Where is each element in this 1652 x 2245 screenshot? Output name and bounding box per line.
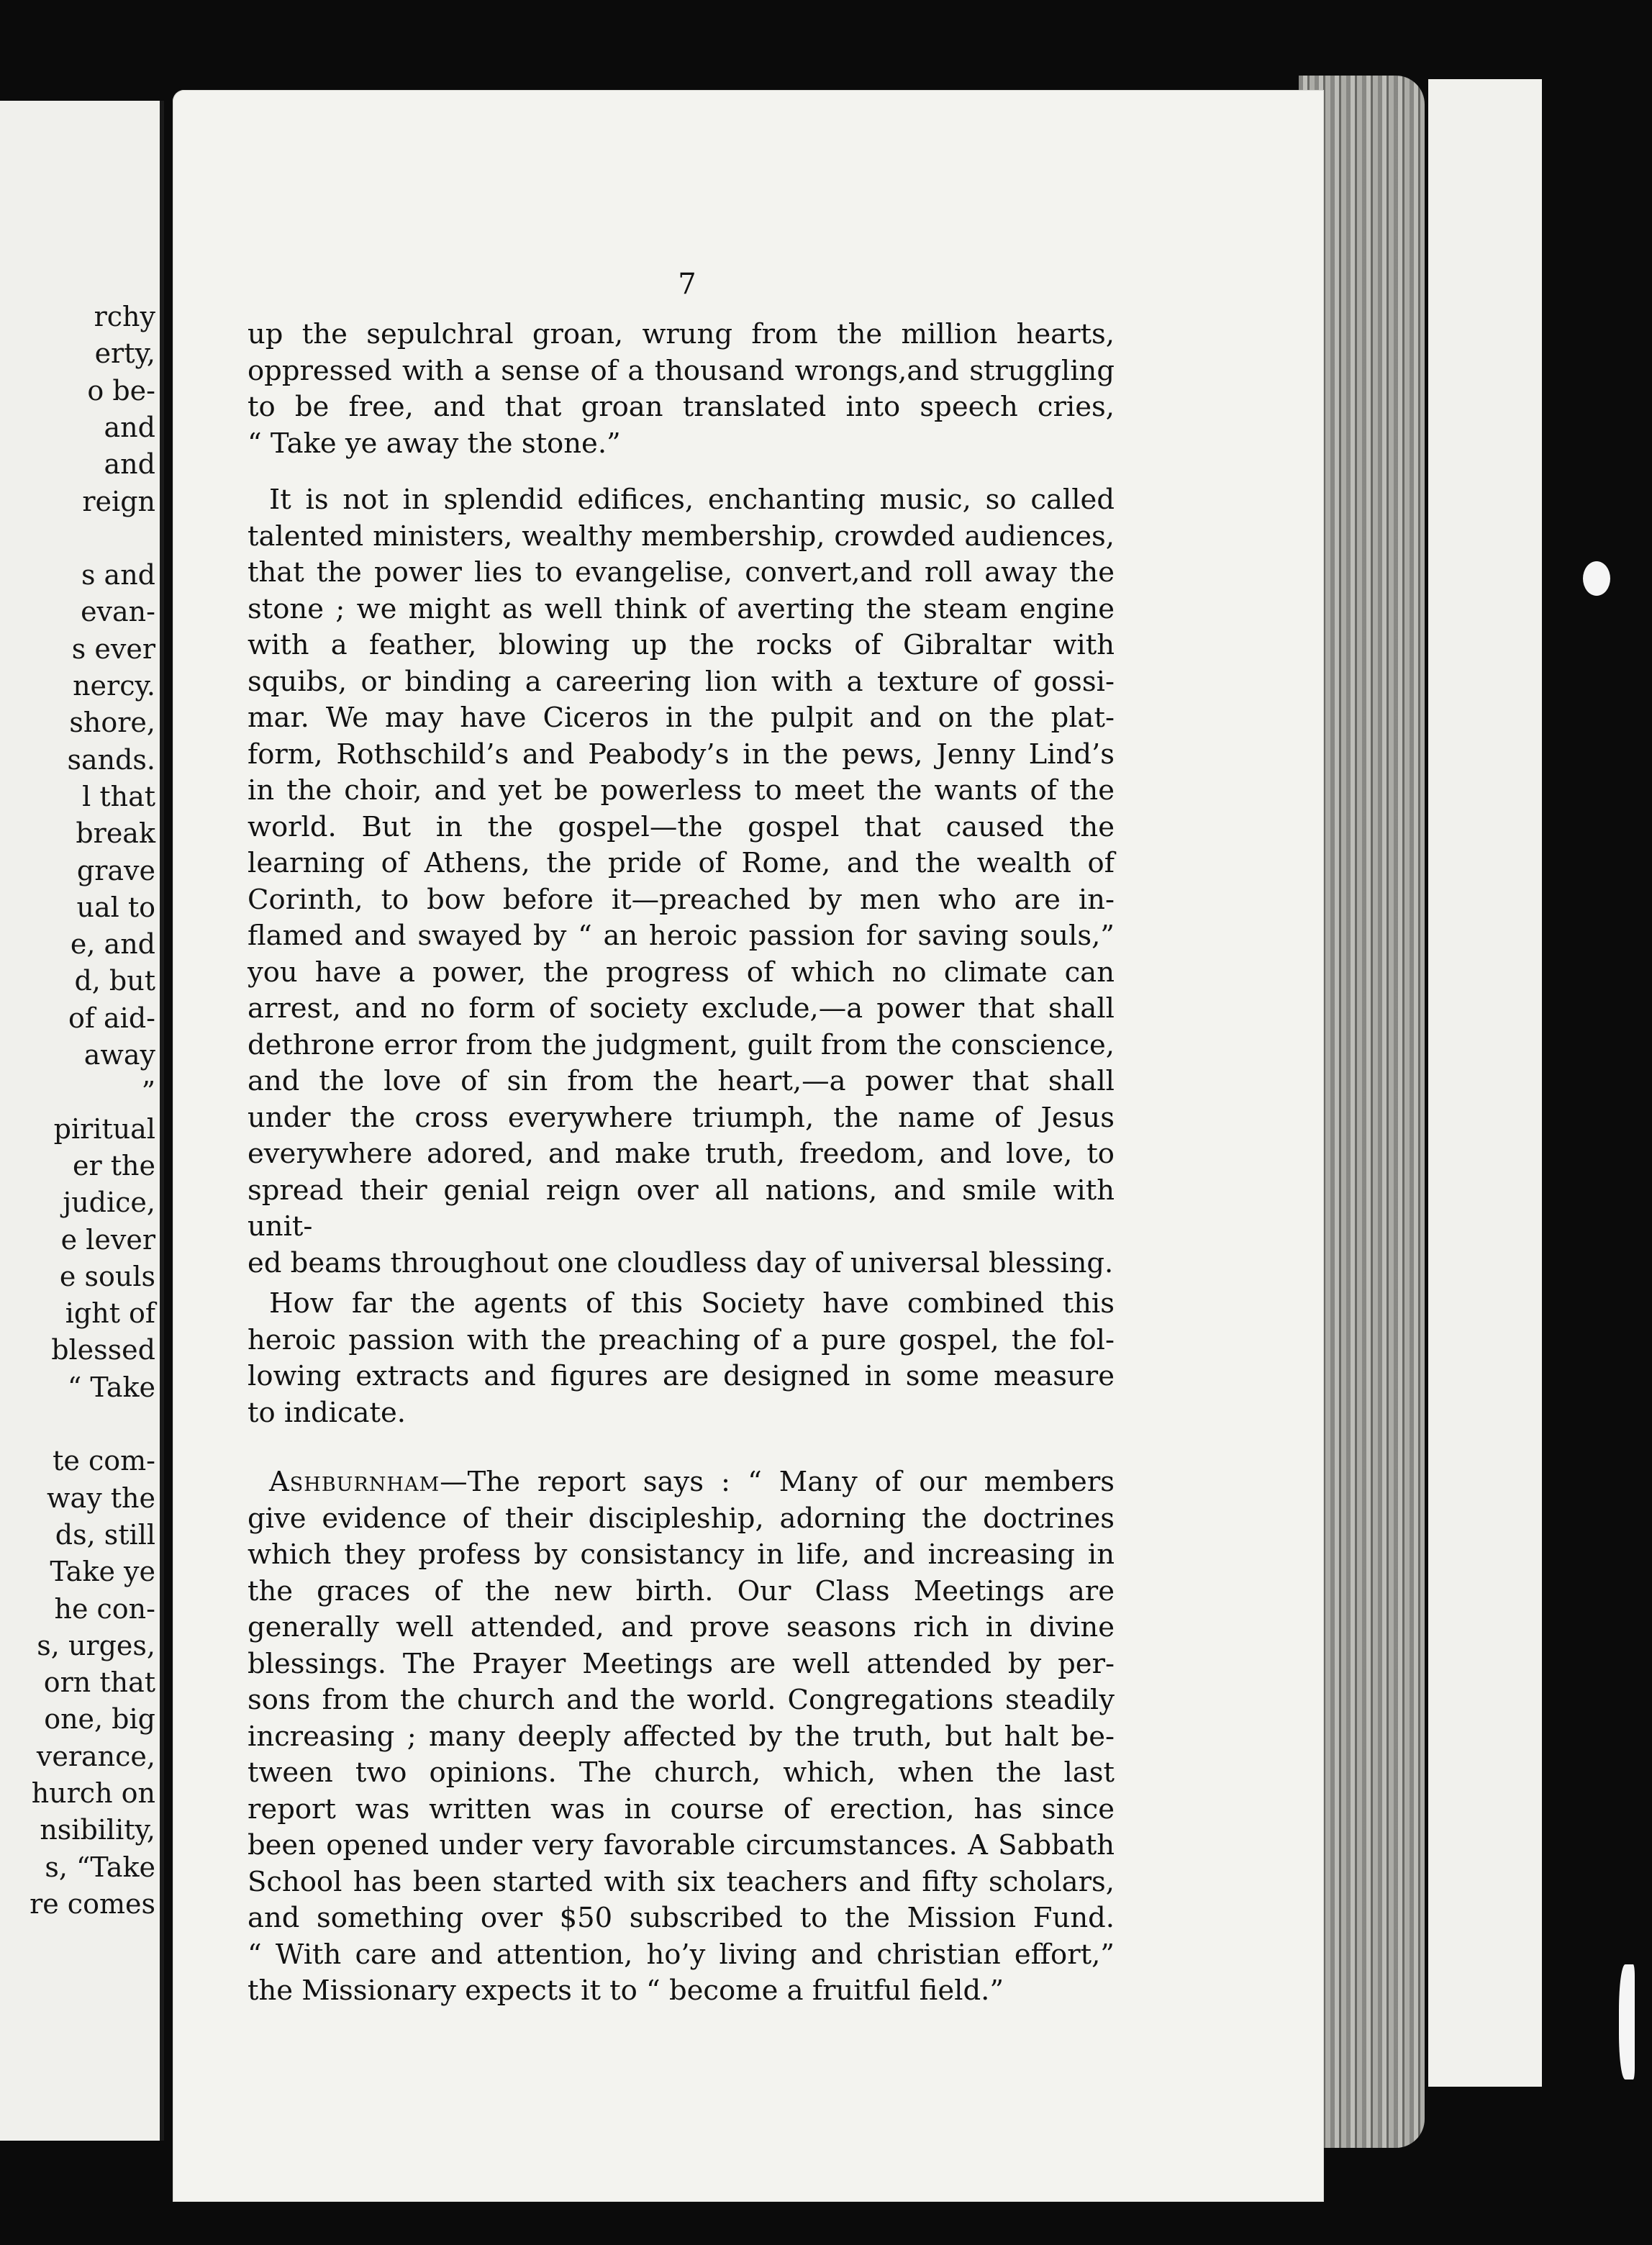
left-page-fragment: l that <box>82 780 155 812</box>
text-line: School has been started with six teachers and fifty scholars, <box>248 1865 1115 1898</box>
left-page-fragment: s and <box>81 559 155 591</box>
left-page-fragment: erty, <box>94 337 155 370</box>
text-line: heroic passion with the preaching of a pure gospel, the fol- <box>248 1323 1115 1356</box>
text-line: that the power lies to evangelise, convert,and roll away the <box>248 556 1115 589</box>
text-line: oppressed with a sense of a thousand wrongs,and struggling <box>248 354 1115 387</box>
text-line: Corinth, to bow before it—preached by men who are in- <box>248 883 1115 916</box>
left-page-fragment: way the <box>47 1482 155 1514</box>
text-line: “ With care and attention, ho’y living and christian effort,” <box>248 1938 1115 1971</box>
text-line: the graces of the new birth. Our Class Meetings are <box>248 1574 1115 1607</box>
left-page-fragment: “ Take <box>67 1371 155 1403</box>
text-line: arrest, and no form of society exclude,—a power that shall <box>248 992 1115 1025</box>
text-line: dethrone error from the judgment, guilt from the conscience, <box>248 1028 1115 1061</box>
text-line: stone ; we might as well think of averting the steam engine <box>248 592 1115 625</box>
paragraph <box>248 317 1115 462</box>
left-page-fragment: s, “Take <box>45 1851 155 1883</box>
left-page-fragment: and <box>104 448 155 481</box>
left-page-fragment: e souls <box>59 1260 155 1292</box>
left-page-fragment: sands. <box>67 743 155 776</box>
text-line: and the love of sin from the heart,—a power that shall <box>248 1065 1115 1097</box>
text-line: to indicate. <box>248 1396 406 1429</box>
left-page-fragment: break <box>76 817 155 850</box>
scan-speck <box>1583 561 1610 596</box>
text-line: you have a power, the progress of which no climate can <box>248 956 1115 989</box>
paragraph <box>248 1286 1115 1431</box>
text-line: everywhere adored, and make truth, freedom, and love, to <box>248 1138 1115 1170</box>
text-line: and something over $50 subscribed to the Mission Fund. <box>248 1902 1115 1934</box>
text-line: “ Take ye away the stone.” <box>248 427 621 460</box>
left-page-fragment: re comes <box>30 1887 155 1920</box>
text-line: increasing ; many deeply affected by the truth, but halt be- <box>248 1720 1115 1753</box>
text-line: blessings. The Prayer Meetings are well attended by per- <box>248 1647 1115 1680</box>
text-line <box>248 1464 1115 1501</box>
text-line: tween two opinions. The church, which, when the last <box>248 1756 1115 1789</box>
left-page-fragment: nercy. <box>73 670 155 702</box>
text-line: squibs, or binding a careering lion with a texture of gossi- <box>248 665 1115 698</box>
left-page-fragment: ” <box>141 1076 155 1108</box>
text-line: report was written was in course of erection, has since <box>248 1792 1115 1826</box>
section-heading: Ashburnham <box>269 1466 440 1498</box>
left-page-fragment: grave <box>76 854 155 886</box>
left-page-fragment: reign <box>82 485 155 517</box>
text-line: world. But in the gospel—the gospel that caused the <box>248 810 1115 843</box>
left-page-fragment: nsibility, <box>40 1814 155 1846</box>
text-line: mar. We may have Ciceros in the pulpit and on the plat- <box>248 702 1115 734</box>
text-line: flamed and swayed by “ an heroic passion for saving souls,” <box>248 920 1115 952</box>
scan-speck <box>1619 1964 1635 2080</box>
left-page-fragment: one, big <box>44 1703 155 1736</box>
left-page-fragment: piritual <box>53 1112 155 1145</box>
left-page-fragment: s, urges, <box>37 1629 155 1661</box>
text-line: learning of Athens, the pride of Rome, and the wealth of <box>248 847 1115 879</box>
left-page-fragment: er the <box>73 1149 155 1182</box>
left-page-fragment: o be- <box>87 374 155 407</box>
left-page-fragment: ual to <box>76 891 155 923</box>
text-line: generally well attended, and prove seasons rich in divine <box>248 1611 1115 1643</box>
text-line: which they profess by consistancy in life, and increasing in <box>248 1538 1115 1571</box>
left-page-fragment: evan- <box>81 596 155 628</box>
text-line: ed beams throughout one cloudless day of universal blessing. <box>248 1246 1114 1279</box>
text-line: the Missionary expects it to “ become a fruitful field.” <box>248 1974 1004 2007</box>
text-line: with a feather, blowing up the rocks of Gibraltar with <box>248 629 1115 661</box>
left-page-fragment: e lever <box>60 1223 155 1256</box>
page-number: 7 <box>678 268 696 301</box>
text-line: How far the agents of this Society have combined this <box>269 1287 1115 1320</box>
background-paper <box>1428 79 1542 2087</box>
left-page-fragment: judice, <box>63 1187 155 1219</box>
left-page-fragment: hurch on <box>31 1777 155 1809</box>
left-page-fragment: of aid- <box>68 1002 155 1034</box>
text-line: to be free, and that groan translated into speech cries, <box>248 391 1115 423</box>
text-line: It is not in splendid edifices, enchanting music, so called <box>269 484 1115 516</box>
left-page-fragment: away <box>83 1039 155 1071</box>
left-page-fragment: s ever <box>71 632 155 665</box>
paragraph <box>248 482 1115 1282</box>
left-page-fragment: he con- <box>54 1592 155 1625</box>
text-line: been opened under very favorable circumstances. A Sabbath <box>248 1829 1115 1861</box>
text-line: give evidence of their discipleship, adorning the doctrines <box>248 1502 1115 1535</box>
text-line: spread their genial reign over all nations, and smile with unit- <box>248 1174 1115 1243</box>
text-line: under the cross everywhere triumph, the name of Jesus <box>248 1101 1115 1134</box>
paragraph <box>248 1464 1115 2010</box>
left-page-fragment: ight of <box>65 1297 155 1330</box>
left-page-fragment: e, and <box>70 928 155 961</box>
text-line-rest: —The report says : “ Many of our members <box>440 1466 1115 1498</box>
text-line: sons from the church and the world. Congregations steadily <box>248 1684 1115 1716</box>
text-line: up the sepulchral groan, wrung from the million hearts, <box>248 318 1115 350</box>
left-page-fragment: shore, <box>69 707 155 739</box>
left-page-fragment: verance, <box>36 1740 155 1772</box>
left-page-fragment: Take ye <box>50 1556 155 1588</box>
left-page-fragment: and <box>104 411 155 443</box>
left-page-fragment: te com- <box>53 1445 155 1477</box>
text-line: in the choir, and yet be powerless to meet the wants of the <box>248 774 1115 807</box>
left-page-fragment: ds, still <box>55 1518 155 1551</box>
left-page-fragment: blessed <box>51 1334 155 1366</box>
text-line: talented ministers, wealthy membership, crowded audiences, <box>248 520 1115 553</box>
text-line: lowing extracts and figures are designed in some measure <box>248 1360 1115 1392</box>
left-facing-page <box>0 101 164 2141</box>
body-text <box>248 317 1115 2010</box>
left-page-fragment: orn that <box>43 1666 155 1699</box>
text-line: form, Rothschild’s and Peabody’s in the pews, Jenny Lind’s <box>248 738 1115 771</box>
left-page-fragment: rchy <box>94 301 155 332</box>
left-page-fragment: d, but <box>74 965 155 997</box>
